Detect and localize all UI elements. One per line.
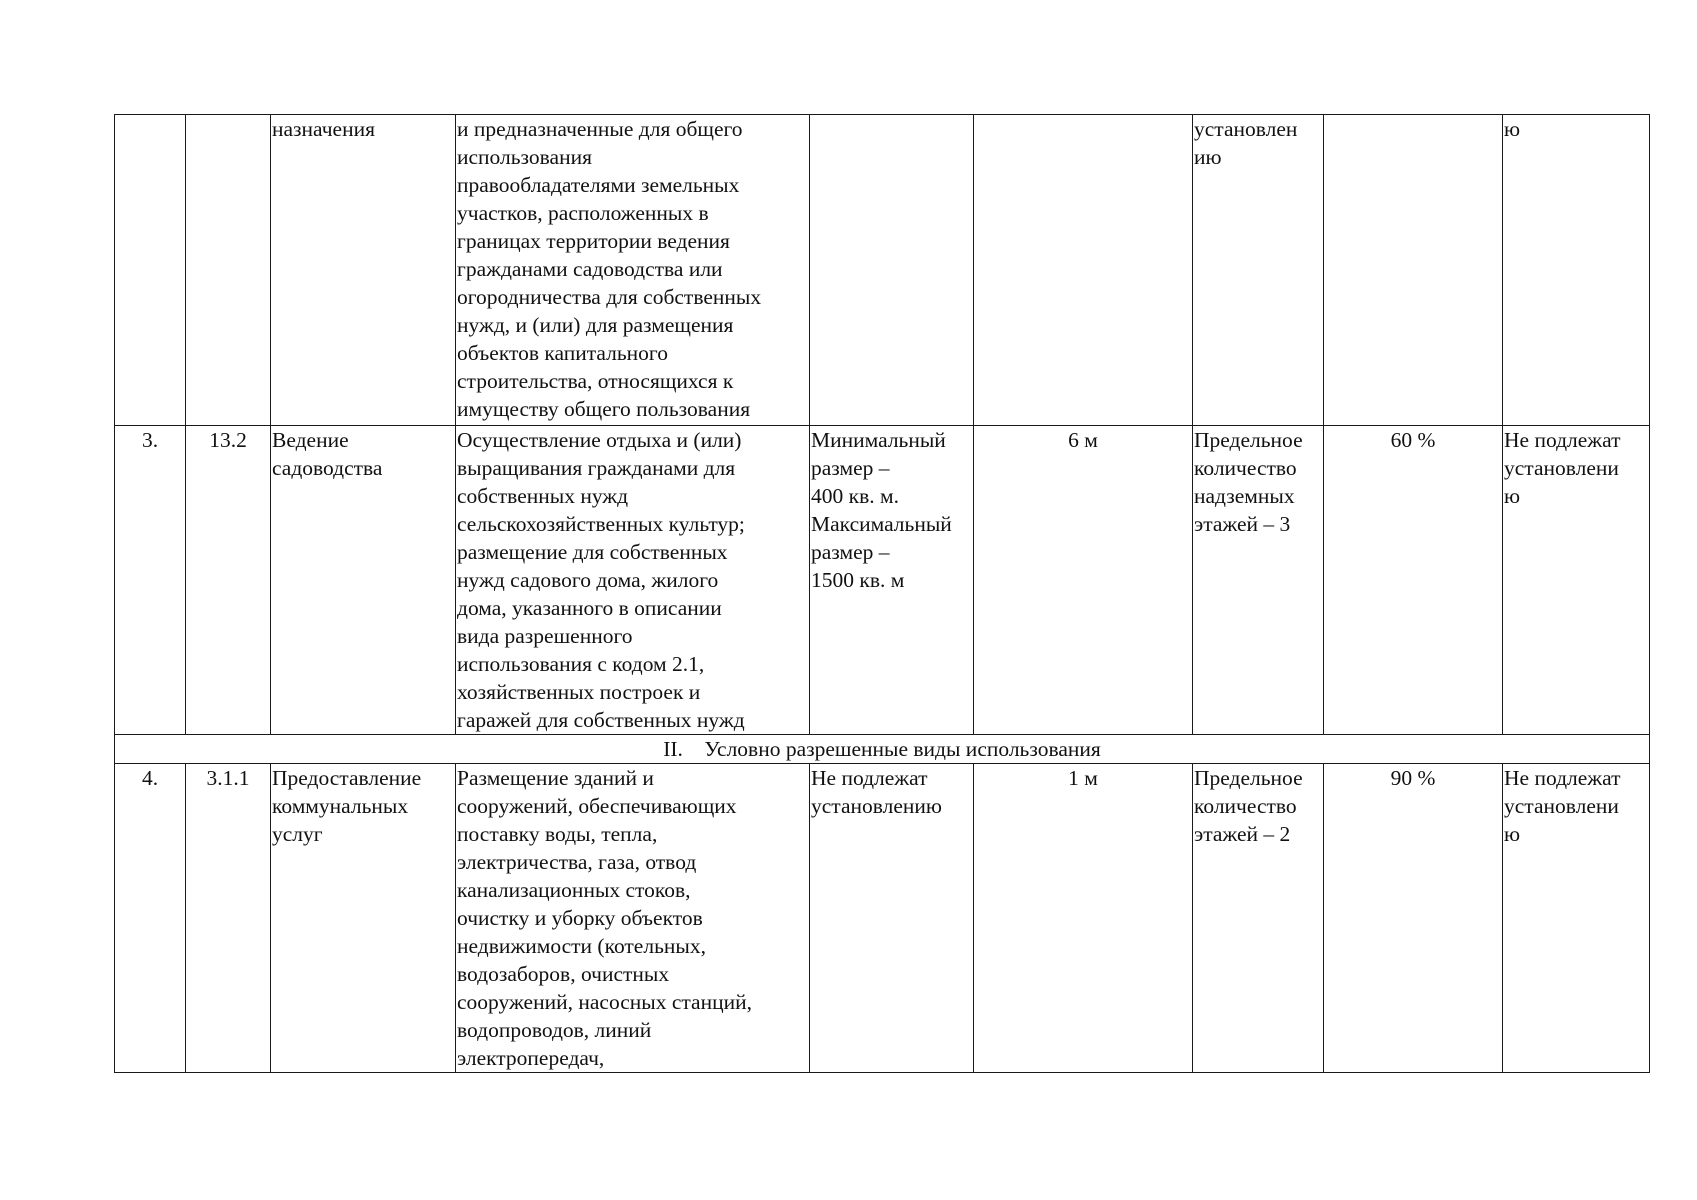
cell-code: 3.1.1: [186, 764, 271, 1073]
floors-line: установлен: [1194, 117, 1298, 141]
floors-line: количество: [1194, 794, 1297, 818]
cell-setback: 1 м: [974, 764, 1193, 1073]
cell-other: [1503, 426, 1650, 735]
description-line: выращивания гражданами для: [457, 456, 736, 480]
table-row: [115, 426, 1650, 735]
cell-code: [186, 115, 271, 426]
name-line: Предоставление: [272, 766, 422, 790]
description-line: водозаборов, очистных: [457, 962, 670, 986]
other-line: ю: [1504, 822, 1521, 846]
other-line: ю: [1504, 117, 1521, 141]
plot-size-line: установлению: [811, 794, 942, 818]
description-line: сельскохозяйственных культур;: [457, 512, 745, 536]
cell-plot-size: [810, 764, 974, 1073]
table-row: [115, 115, 1650, 426]
description-line: имуществу общего пользования: [457, 397, 751, 421]
other-line: установлени: [1504, 794, 1619, 818]
cell-coverage: [1324, 115, 1503, 426]
description-line: объектов капитального: [457, 341, 668, 365]
description-line: дома, указанного в описании: [457, 596, 722, 620]
other-line: Не подлежат: [1504, 766, 1621, 790]
section-title-text: II. Условно разрешенные виды использования: [663, 737, 1101, 761]
description-line: использования: [457, 145, 592, 169]
description-line: канализационных стоков,: [457, 878, 691, 902]
cell-floors: [1193, 115, 1324, 426]
description-line: сооружений, обеспечивающих: [457, 794, 737, 818]
cell-description: [456, 426, 810, 735]
cell-floors: [1193, 764, 1324, 1073]
floors-line: надземных: [1194, 484, 1295, 508]
cell-name: [271, 764, 456, 1073]
description-line: очистку и уборку объектов: [457, 906, 703, 930]
description-line: огородничества для собственных: [457, 285, 762, 309]
cell-code: 13.2: [186, 426, 271, 735]
land-use-table: [114, 114, 1650, 1073]
other-line: ю: [1504, 484, 1521, 508]
description-line: поставку воды, тепла,: [457, 822, 658, 846]
description-line: строительства, относящихся к: [457, 369, 734, 393]
plot-size-line: размер –: [811, 540, 890, 564]
cell-number: 4.: [115, 764, 186, 1073]
floors-line: ию: [1194, 145, 1222, 169]
plot-size-line: Минимальный: [811, 428, 946, 452]
floors-line: этажей – 2: [1194, 822, 1291, 846]
description-line: гражданами садоводства или: [457, 257, 723, 281]
description-line: Размещение зданий и: [457, 766, 654, 790]
section-row: [115, 735, 1650, 764]
cell-description: [456, 115, 810, 426]
plot-size-line: 400 кв. м.: [811, 484, 899, 508]
cell-number: [115, 115, 186, 426]
cell-plot-size: [810, 115, 974, 426]
other-line: установлени: [1504, 456, 1619, 480]
floors-line: этажей – 3: [1194, 512, 1291, 536]
plot-size-line: Максимальный: [811, 512, 952, 536]
section-title: [115, 735, 1650, 764]
name-line: назначения: [272, 117, 375, 141]
description-line: и предназначенные для общего: [457, 117, 743, 141]
cell-other: [1503, 764, 1650, 1073]
cell-number: 3.: [115, 426, 186, 735]
name-line: коммунальных: [272, 794, 409, 818]
name-line: Ведение: [272, 428, 349, 452]
description-line: собственных нужд: [457, 484, 629, 508]
table-row: [115, 764, 1650, 1073]
description-line: правообладателями земельных: [457, 173, 740, 197]
cell-description: [456, 764, 810, 1073]
floors-line: Предельное: [1194, 428, 1303, 452]
cell-coverage: 90 %: [1324, 764, 1503, 1073]
cell-name: [271, 426, 456, 735]
description-line: водопроводов, линий: [457, 1018, 652, 1042]
description-line: гаражей для собственных нужд: [457, 708, 745, 732]
name-line: садоводства: [272, 456, 383, 480]
description-line: хозяйственных построек и: [457, 680, 701, 704]
floors-line: количество: [1194, 456, 1297, 480]
description-line: границах территории ведения: [457, 229, 730, 253]
description-line: нужд садового дома, жилого: [457, 568, 719, 592]
description-line: электричества, газа, отвод: [457, 850, 697, 874]
cell-floors: [1193, 426, 1324, 735]
description-line: недвижимости (котельных,: [457, 934, 706, 958]
description-line: сооружений, насосных станций,: [457, 990, 752, 1014]
other-line: Не подлежат: [1504, 428, 1621, 452]
description-line: использования с кодом 2.1,: [457, 652, 705, 676]
cell-setback: 6 м: [974, 426, 1193, 735]
cell-setback: [974, 115, 1193, 426]
cell-other: [1503, 115, 1650, 426]
plot-size-line: размер –: [811, 456, 890, 480]
description-line: нужд, и (или) для размещения: [457, 313, 734, 337]
name-line: услуг: [272, 822, 323, 846]
plot-size-line: 1500 кв. м: [811, 568, 905, 592]
description-line: размещение для собственных: [457, 540, 728, 564]
description-line: электропередач,: [457, 1046, 605, 1070]
description-line: участков, расположенных в: [457, 201, 709, 225]
cell-coverage: 60 %: [1324, 426, 1503, 735]
cell-name: [271, 115, 456, 426]
cell-plot-size: [810, 426, 974, 735]
description-line: вида разрешенного: [457, 624, 633, 648]
description-line: Осуществление отдыха и (или): [457, 428, 742, 452]
plot-size-line: Не подлежат: [811, 766, 928, 790]
floors-line: Предельное: [1194, 766, 1303, 790]
